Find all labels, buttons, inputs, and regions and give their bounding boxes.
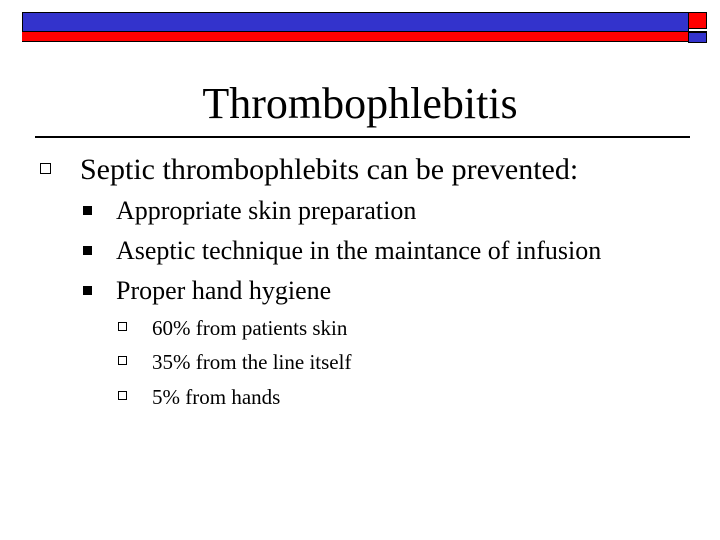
corner-red-square bbox=[688, 12, 707, 29]
sub-bullet-text: Aseptic technique in the maintance of infusion bbox=[116, 236, 602, 265]
slide-title: Thrombophlebitis bbox=[202, 79, 518, 128]
solid-square-bullet-icon bbox=[83, 206, 92, 215]
blue-bar bbox=[22, 12, 689, 32]
sub-sub-bullet-text: 5% from hands bbox=[152, 385, 281, 409]
sub-sub-bullet-text: 35% from the line itself bbox=[152, 350, 352, 374]
solid-square-bullet-icon bbox=[83, 286, 92, 295]
sub-bullet-text: Proper hand hygiene bbox=[116, 276, 332, 305]
title-divider bbox=[35, 136, 690, 138]
hollow-square-bullet-icon bbox=[118, 322, 127, 331]
sub-bullet-text: Appropriate skin preparation bbox=[116, 196, 417, 225]
corner-blue-square bbox=[688, 32, 707, 43]
hollow-square-bullet-icon bbox=[118, 391, 127, 400]
top-decorative-band bbox=[22, 10, 707, 42]
sub-sub-bullet-text: 60% from patients skin bbox=[152, 316, 348, 340]
hollow-square-bullet-icon bbox=[40, 163, 51, 174]
red-bar bbox=[22, 31, 707, 42]
bullet-main-text: Septic thrombophlebits can be prevented: bbox=[80, 153, 579, 186]
solid-square-bullet-icon bbox=[83, 246, 92, 255]
hollow-square-bullet-icon bbox=[118, 356, 127, 365]
